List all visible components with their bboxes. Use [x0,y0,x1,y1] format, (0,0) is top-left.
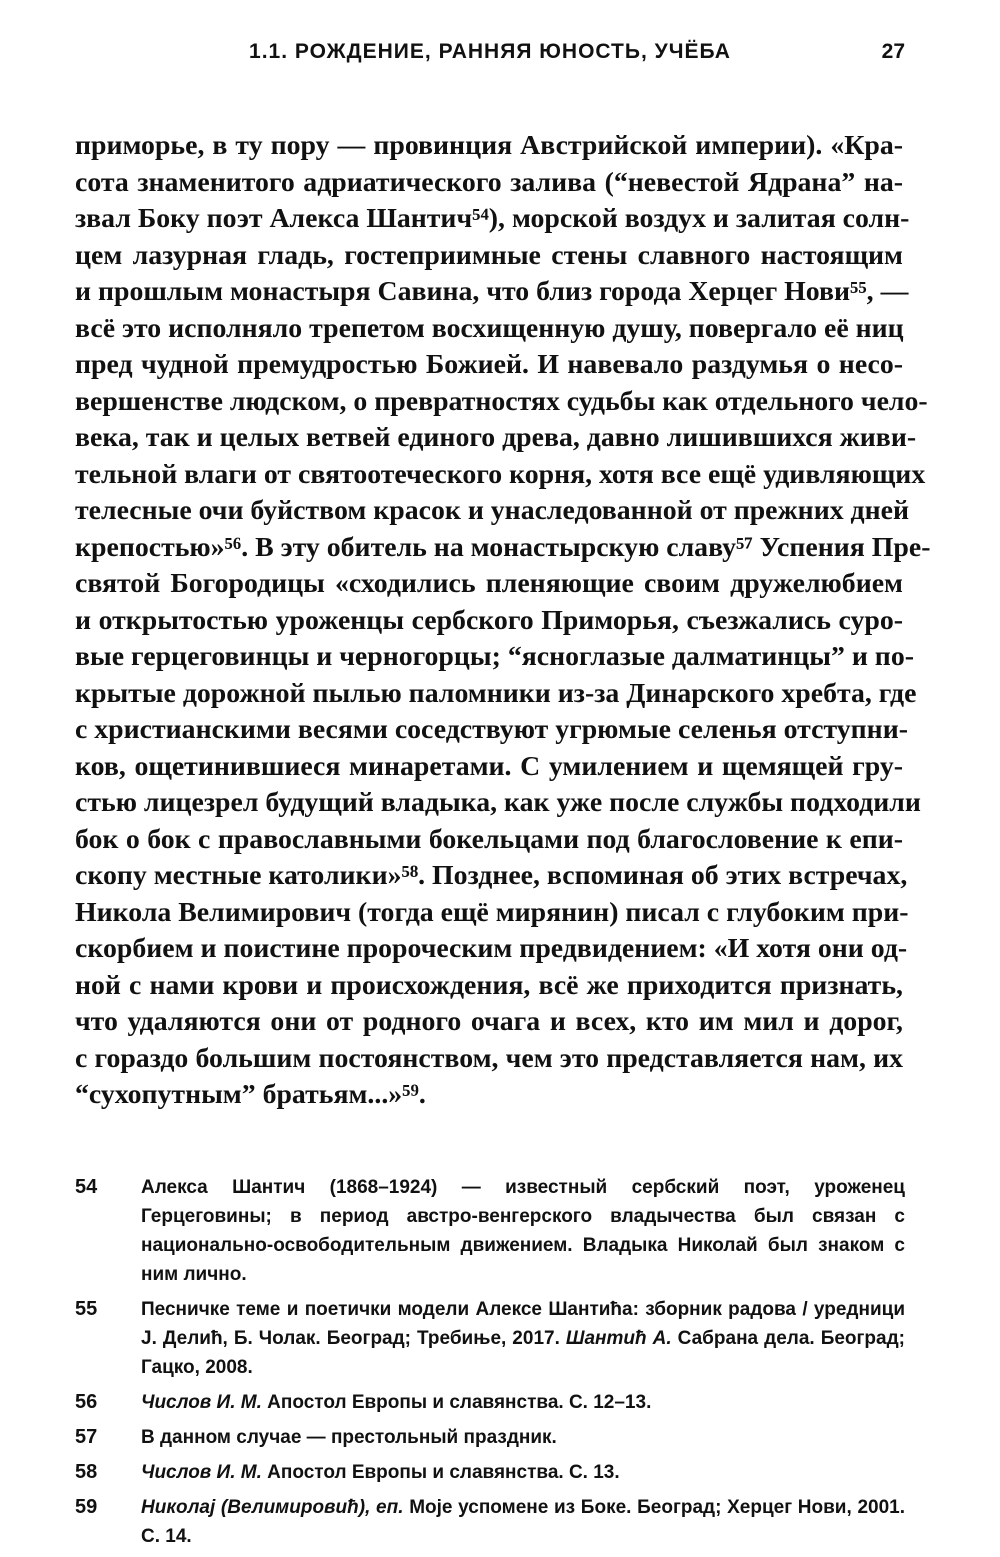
text-line: Никола Велимирович (тогда ещё мирянин) писал с глубоким при- [75,896,909,928]
text-line: телесные очи буйством красок и унаследованной от прежних дней [75,495,909,526]
footnote-body-cont: Сабрана дела. Београд; Гацко, 2008. [141,1328,905,1378]
text-line: крепостью»⁵⁶. В эту обитель на монастырскую славу⁵⁷ Успения Пре- [75,531,931,563]
text-line: вые герцеговинцы и черногорцы; “ясноглазые далматинцы” и по- [75,641,914,672]
footnote-body: В данном случае — престольный праздник. [141,1427,557,1448]
footnote-number: 57 [75,1426,98,1448]
footnote-author: Николај (Велимировић), еп. [141,1497,404,1518]
text-line: с гораздо большим постоянством, чем это представляется нам, их [75,1042,903,1074]
text-line: крытые дорожной пылью паломники из-за Динарского хребта, где [75,677,917,709]
footnote-number: 54 [75,1176,98,1198]
text-line: стью лицезрел будущий владыка, как уже после службы подходили [75,787,921,818]
text-line: святой Богородицы «сходились пленяющие своим дружелюбием [75,568,903,599]
footnote-58 [75,1458,905,1487]
footnote-number: 55 [75,1298,98,1320]
footnote-54 [75,1173,905,1289]
footnote-text [141,1423,905,1452]
footnote-body: Алекса Шантич (1868–1924) — известный сербский поэт, уроженец Герцеговины; в период австро-венгерского владычества был связан с национально-освободительным движением. Владыка Николай был знаком с ним лично. [141,1177,905,1285]
text-line: всё это исполняло трепетом восхищенную душу, повергало её ниц [75,312,904,344]
footnote-number: 58 [75,1461,98,1483]
text-line: “сухопутным” братьям...»⁵⁹. [75,1079,426,1110]
footnote-author: Числов И. М. [141,1462,262,1483]
text-line: скопу местные католики»⁵⁸. Позднее, вспоминая об этих встречах, [75,860,908,891]
text-line: тельной влаги от святоотеческого корня, хотя все ещё удивляющих [75,458,926,490]
footnote-author: Шантић А. [565,1328,672,1349]
text-line: звал Боку поэт Алекса Шантич⁵⁴), морской воздух и залитая солн- [75,203,910,234]
footnote-number: 56 [75,1391,98,1413]
footnote-59 [75,1493,905,1551]
text-line: сота знаменитого адриатического залива (“невестой Ядрана” на- [75,166,903,198]
text-line: ной с нами крови и происхождения, всё же приходится признать, [75,969,903,1001]
text-line: что удаляются они от родного очага и всех, кто им мил и дорог, [75,1006,903,1037]
text-line: века, так и целых ветвей единого древа, давно лишившихся живи- [75,422,917,453]
text-line: приморье, в ту пору — провинция Австрийской империи). «Кра- [75,130,903,161]
page-header [75,40,905,76]
footnote-text [141,1493,905,1551]
text-line: цем лазурная гладь, гостеприимные стены славного настоящим [75,239,903,271]
footnote-55 [75,1295,905,1382]
main-paragraph [75,128,931,1114]
footnote-56 [75,1388,905,1417]
footnote-body: Апостол Европы и славянства. С. 12–13. [267,1392,652,1413]
text-line: с христианскими весями соседствуют угрюмые селенья отступни- [75,714,908,745]
footnote-body: Моје успомене из Боке. Београд; Херцег Нови, 2001. С. 14. [141,1497,905,1547]
footnote-text [141,1173,905,1289]
footnote-text [141,1388,905,1417]
text-line: и прошлым монастыря Савина, что близ города Херцег Нови⁵⁵, — [75,276,909,307]
footnote-author: Числов И. М. [141,1392,262,1413]
footnote-body: Апостол Европы и славянства. С. 13. [267,1462,620,1483]
footnote-number: 59 [75,1496,98,1518]
text-line: скорбием и поистине пророческим предвидением: «И хотя они од- [75,933,908,964]
footnote-body: Песничке теме и поетички модели Алексе Шантића: зборник радова / уредници Ј. Делић, Б. Чолак. Београд; Требиње, 2017. [141,1299,905,1349]
page-number: 27 [881,40,905,63]
footnotes [75,1173,905,1557]
text-line: вершенстве людском, о превратностях судьбы как отдельного чело- [75,385,928,417]
running-title: 1.1. РОЖДЕНИЕ, РАННЯЯ ЮНОСТЬ, УЧЁБА [249,40,731,63]
text-line: и открытостью уроженцы сербского Приморья, съезжались суро- [75,604,903,636]
footnote-57 [75,1423,905,1452]
text-line: бок о бок с православными бокельцами под благословение к епи- [75,823,903,855]
text-line: пред чудной премудростью Божией. И навевало раздумья о несо- [75,349,903,380]
footnote-text [141,1458,905,1487]
text-line: ков, ощетинившиеся минаретами. С умилением и щемящей гру- [75,750,903,782]
footnote-text [141,1295,905,1382]
